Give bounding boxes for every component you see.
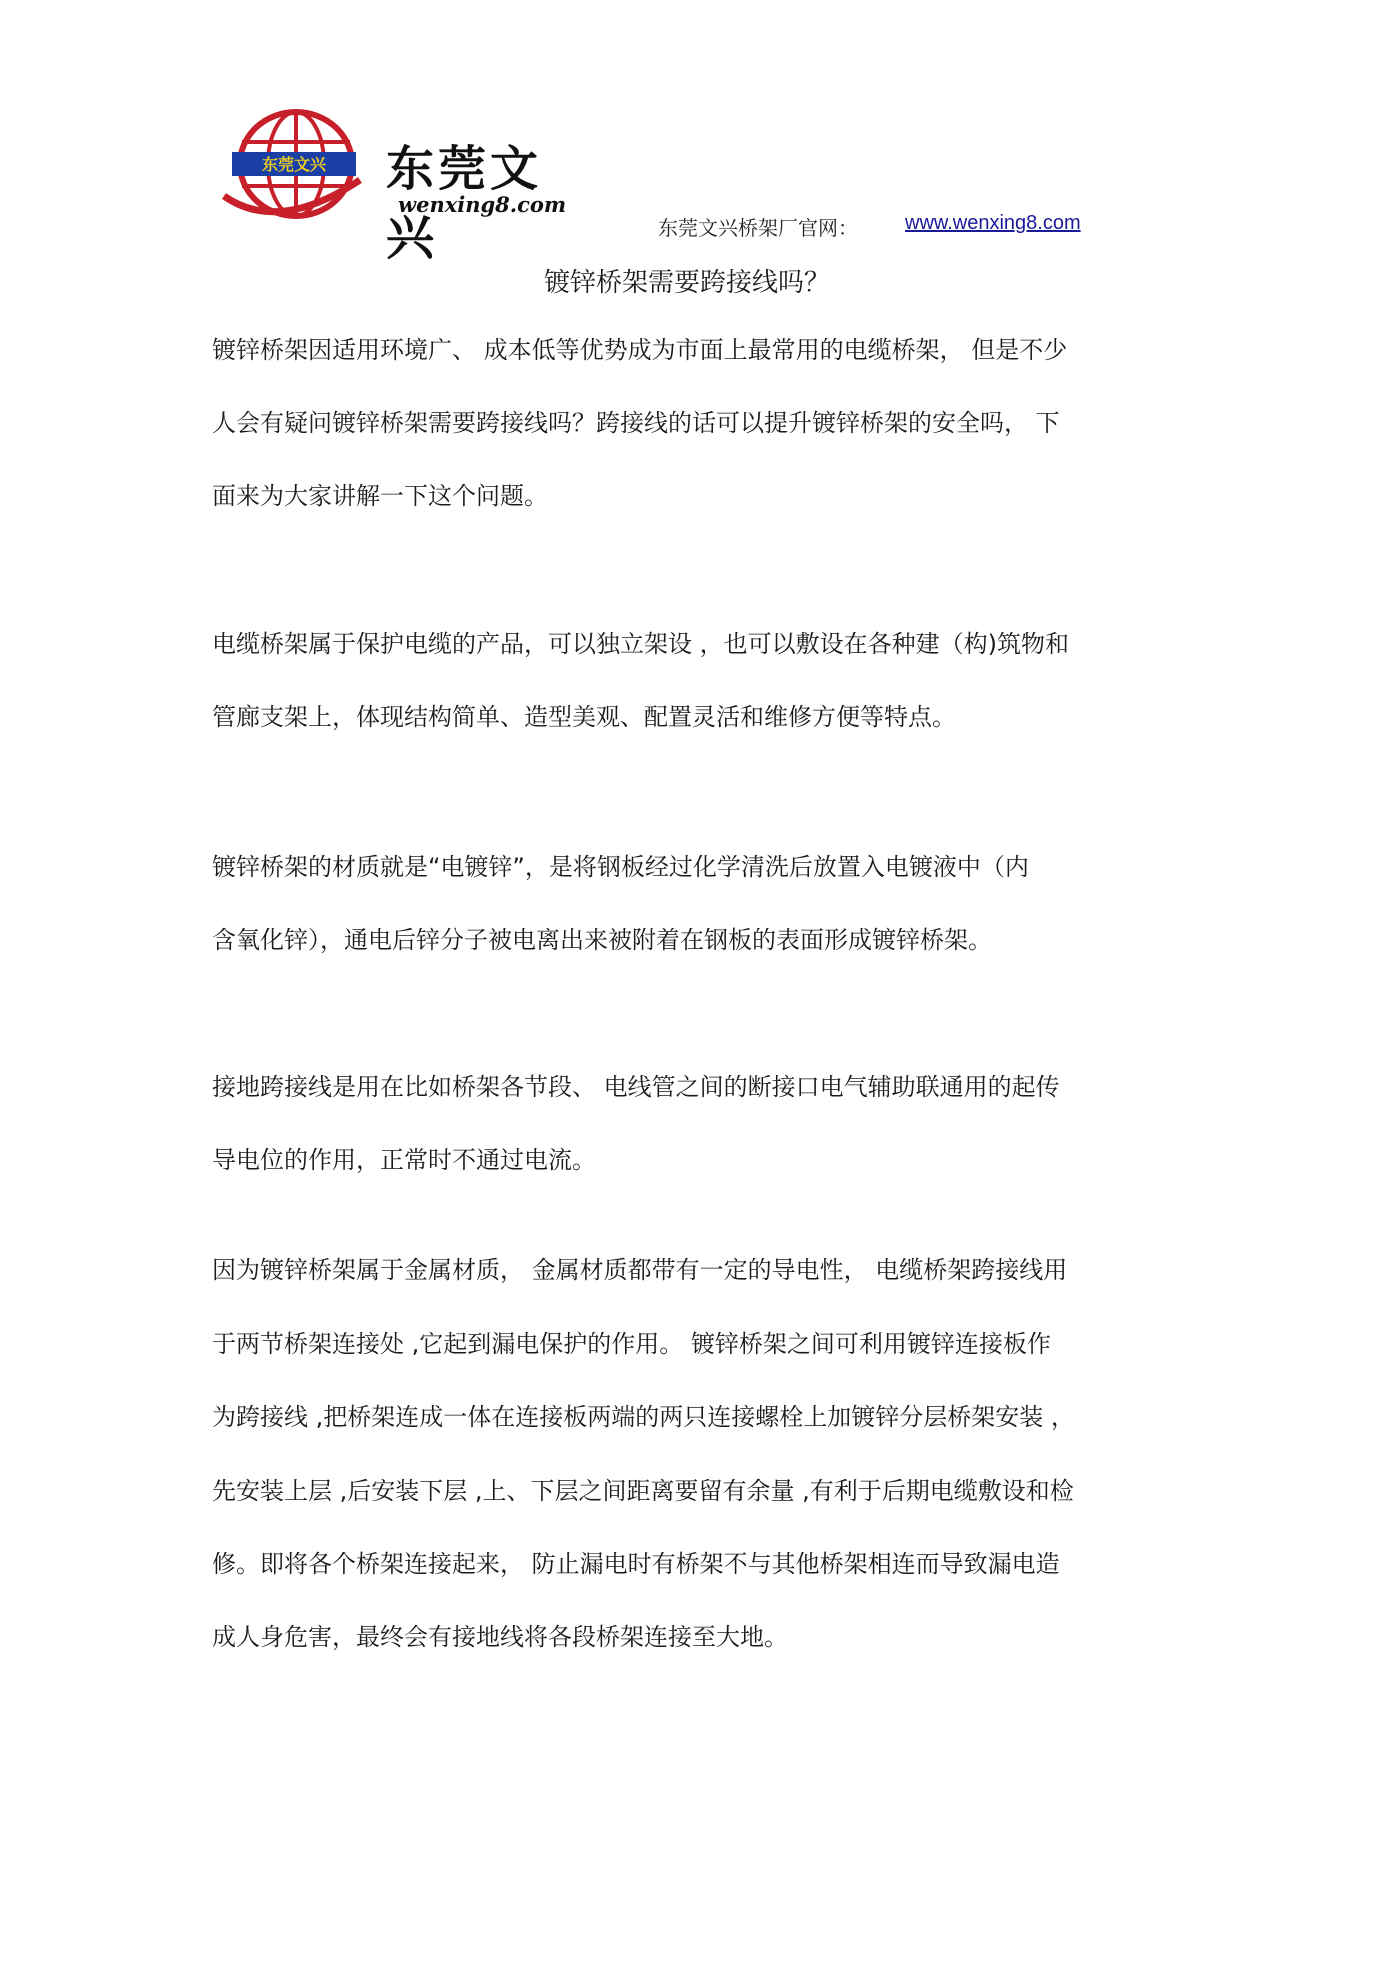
paragraph-line: 面来为大家讲解一下这个问题。 xyxy=(212,482,548,510)
paragraph-line: 接地跨接线是用在比如桥架各节段、 电线管之间的断接口电气辅助联通用的起传 xyxy=(212,1073,1060,1101)
paragraph-line: 因为镀锌桥架属于金属材质， 金属材质都带有一定的导电性， 电缆桥架跨接线用 xyxy=(212,1256,1068,1284)
paragraph-line: 先安装上层 ,后安装下层 ,上、下层之间距离要留有余量 ,有利于后期电缆敷设和检 xyxy=(212,1477,1074,1505)
paragraph-line: 于两节桥架连接处 ,它起到漏电保护的作用。 镀锌桥架之间可利用镀锌连接板作 xyxy=(212,1330,1051,1358)
paragraph-line: 修。即将各个桥架连接起来， 防止漏电时有桥架不与其他桥架相连而导致漏电造 xyxy=(212,1550,1060,1578)
paragraph-line: 电缆桥架属于保护电缆的产品，可以独立架设 ，也可以敷设在各种建（构)筑物和 xyxy=(212,630,1069,658)
official-site-link[interactable]: www.wenxing8.com xyxy=(905,212,1081,234)
paragraph-line: 成人身危害，最终会有接地线将各段桥架连接至大地。 xyxy=(212,1623,788,1651)
paragraph-line: 导电位的作用，正常时不通过电流。 xyxy=(212,1146,596,1174)
logo-chinese-name: 东莞文兴 xyxy=(386,141,543,266)
paragraph-line: 镀锌桥架因适用环境广、 成本低等优势成为市面上最常用的电缆桥架， 但是不少 xyxy=(212,336,1068,364)
official-site-label: 东莞文兴桥架厂官网： xyxy=(658,216,858,240)
paragraph-line: 含氧化锌），通电后锌分子被电离出来被附着在钢板的表面形成镀锌桥架。 xyxy=(212,926,992,954)
official-site-line xyxy=(658,212,1081,241)
document-title: 镀锌桥架需要跨接线吗？ xyxy=(543,268,830,298)
paragraph-line: 人会有疑问镀锌桥架需要跨接线吗？跨接线的话可以提升镀锌桥架的安全吗， 下 xyxy=(212,409,1060,437)
paragraph-line: 镀锌桥架的材质就是“电镀锌”，是将钢板经过化学清洗后放置入电镀液中（内 xyxy=(212,853,1029,881)
logo-domain: wenxing8.com xyxy=(398,192,567,217)
paragraph-line: 管廊支架上，体现结构简单、造型美观、配置灵活和维修方便等特点。 xyxy=(212,703,956,731)
company-logo xyxy=(218,108,578,266)
globe-banner-text: 东莞文兴 xyxy=(261,155,327,174)
paragraph-line: 为跨接线 ,把桥架连成一体在连接板两端的两只连接螺栓上加镀锌分层桥架安装 ， xyxy=(212,1403,1075,1431)
globe-logo-icon xyxy=(218,108,366,228)
